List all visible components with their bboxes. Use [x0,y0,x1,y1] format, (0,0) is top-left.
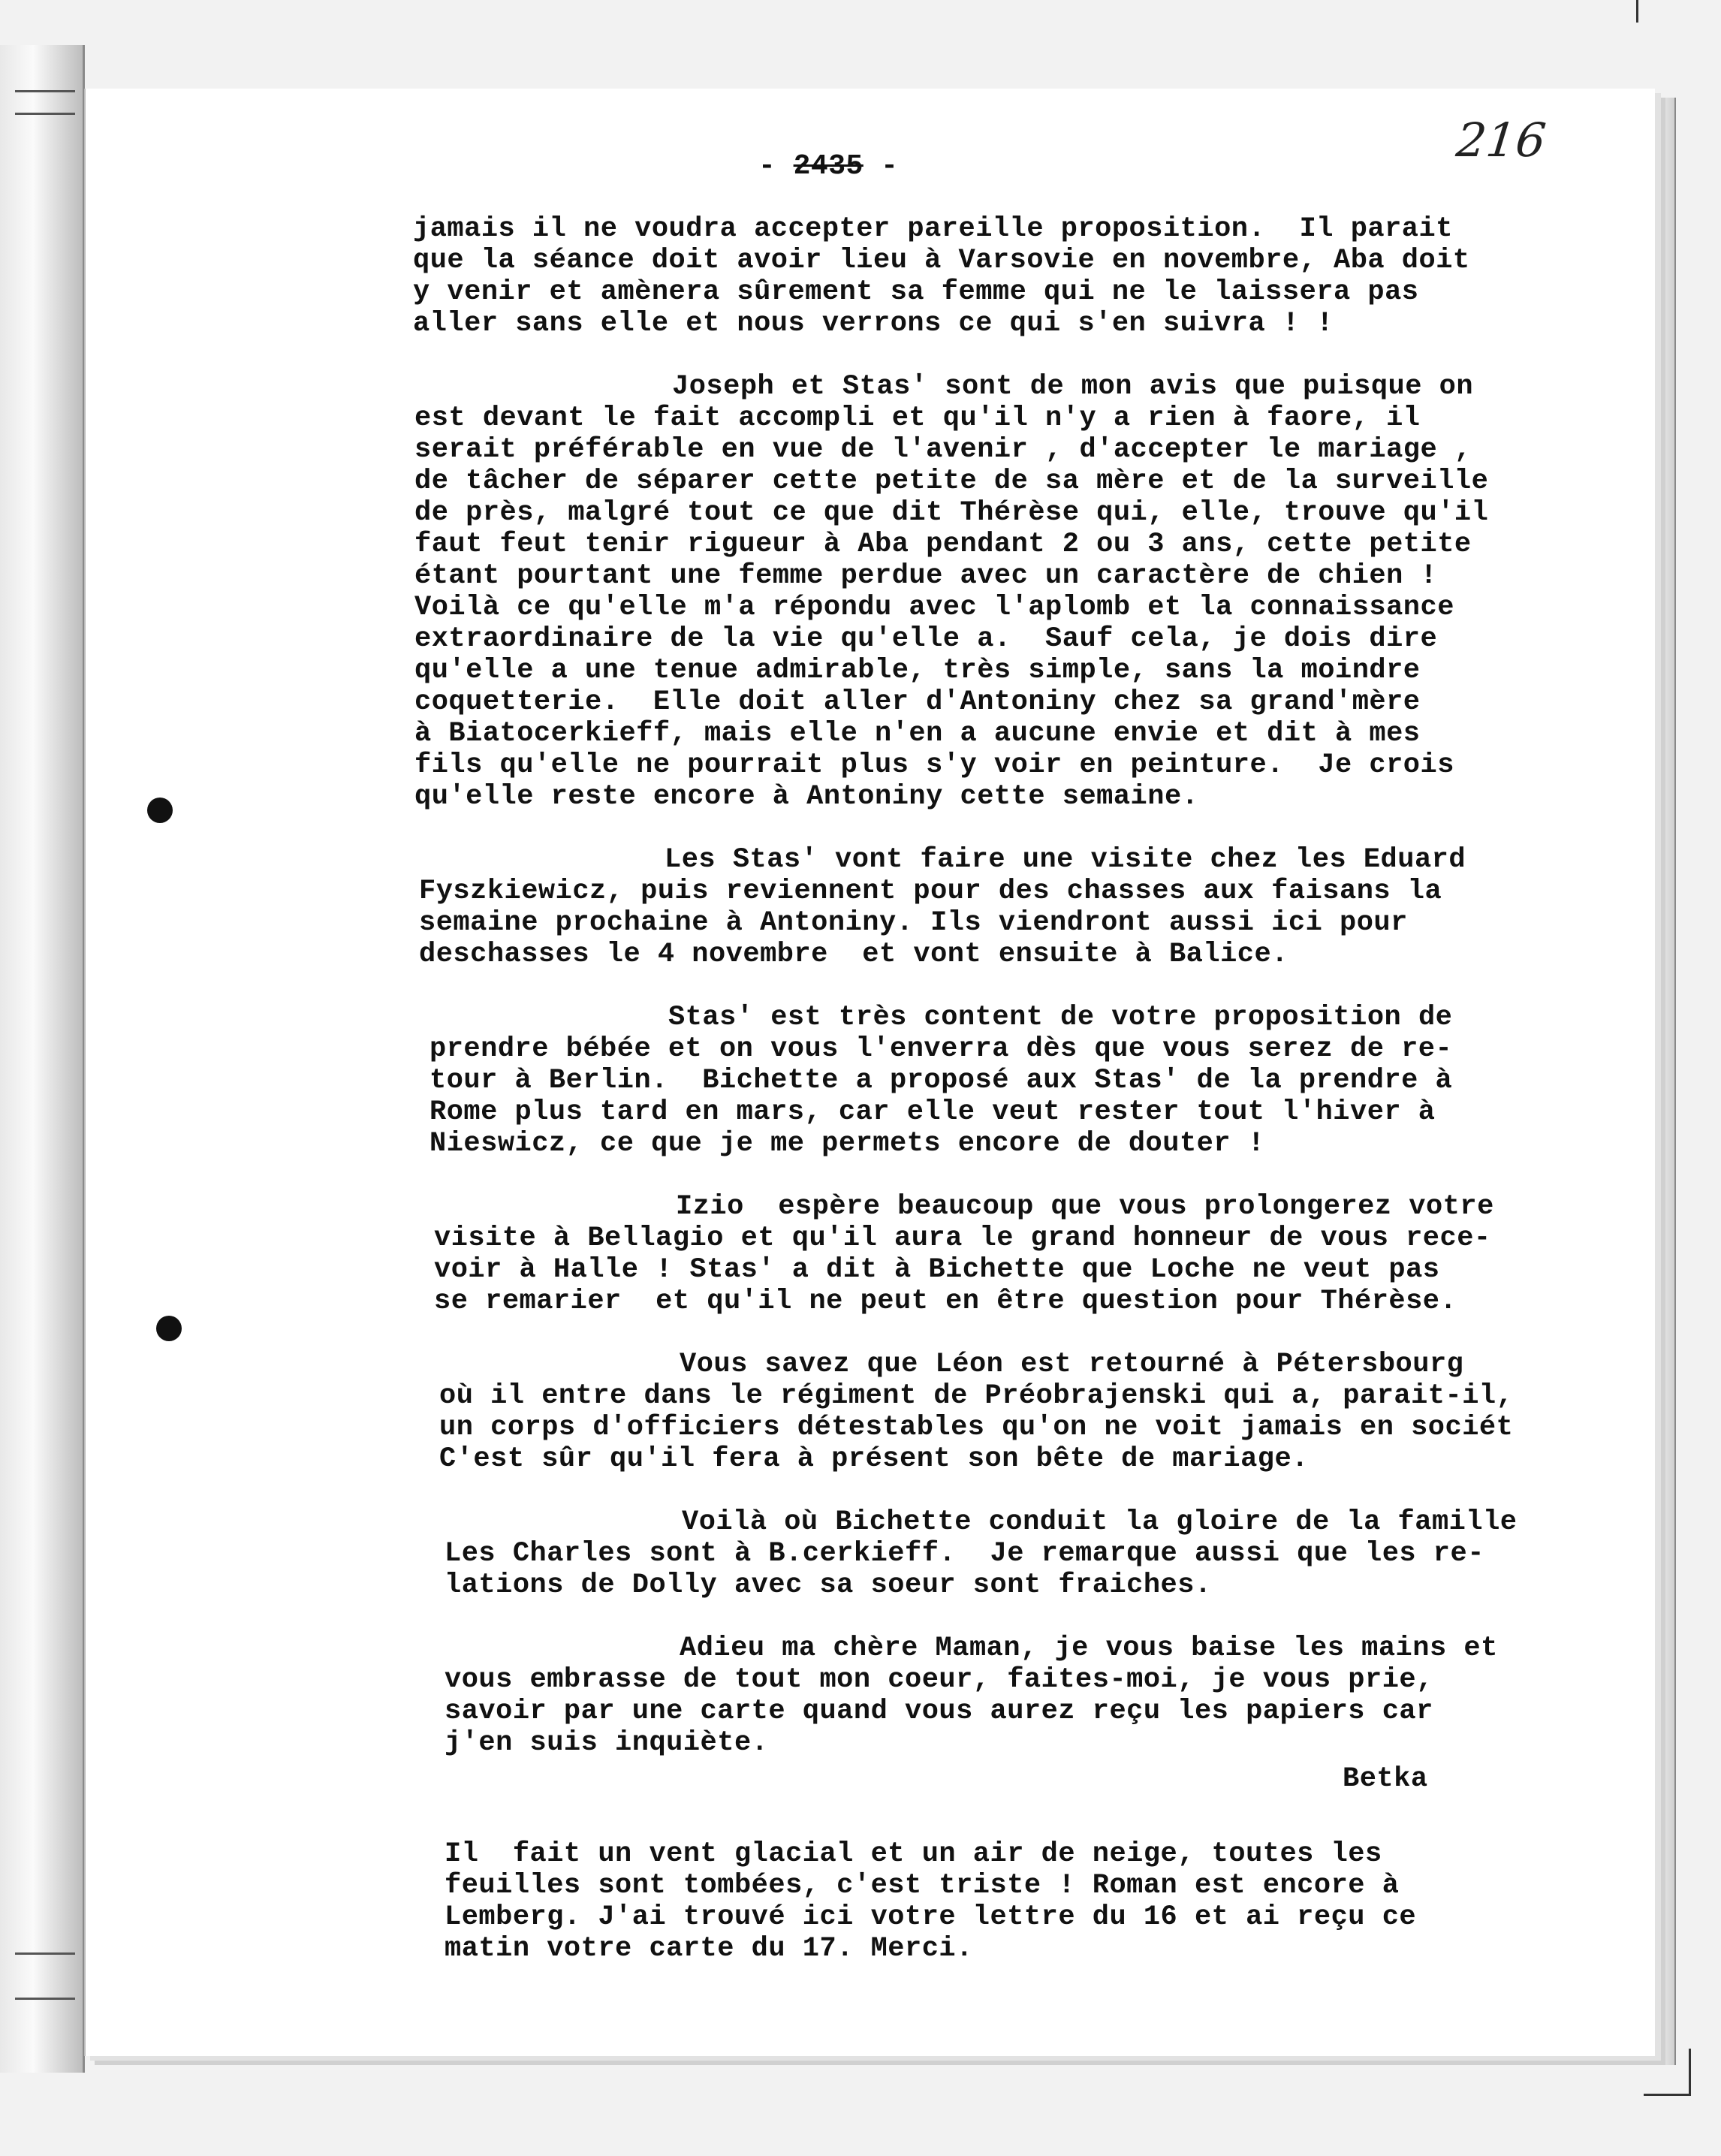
corner-mark [1644,2049,1691,2096]
body-line: tour à Berlin. Bichette a proposé aux Stas' de la prendre à [429,1065,1453,1096]
body-line: Fyszkiewicz, puis reviennent pour des chasses aux faisans la [419,876,1442,907]
body-line: jamais il ne voudra accepter pareille proposition. Il parait [413,213,1453,245]
body-line: prendre bébée et on vous l'enverra dès que vous serez de re- [429,1033,1453,1065]
page-number-suffix: - [863,150,899,182]
body-line: un corps d'officiers détestables qu'on ne voit jamais en sociét [439,1412,1514,1443]
folio-number: 216 [1454,113,1549,167]
adjacent-page-edge [0,45,85,2073]
body-line: Adieu ma chère Maman, je vous baise les mains et [680,1633,1498,1664]
body-line: aller sans elle et nous verrons ce qui s'en suivra ! ! [413,308,1334,339]
edge-rule [15,1998,75,2000]
body-line: C'est sûr qu'il fera à présent son bête de mariage. [439,1443,1309,1475]
body-line: coquetterie. Elle doit aller d'Antoniny chez sa grand'mère [414,686,1421,718]
page-stack-edge [1658,98,1676,2065]
body-line: est devant le fait accompli et qu'il n'y a rien à faore, il [414,403,1421,434]
body-line: Les Stas' vont faire une visite chez les Eduard [665,844,1466,876]
body-line: qu'elle a une tenue admirable, très simple, sans la moindre [414,655,1421,686]
body-line: Nieswicz, ce que je me permets encore de douter ! [429,1128,1265,1159]
body-line: visite à Bellagio et qu'il aura le grand honneur de vous rece- [434,1223,1491,1254]
body-line: voir à Halle ! Stas' a dit à Bichette que Loche ne veut pas [434,1254,1440,1286]
body-line: Rome plus tard en mars, car elle veut rester tout l'hiver à [429,1096,1436,1128]
punch-hole [147,798,173,823]
body-line: Il fait un vent glacial et un air de neige, toutes les [445,1838,1382,1870]
body-line: savoir par une carte quand vous aurez reçu les papiers car [445,1696,1433,1727]
body-line: Joseph et Stas' sont de mon avis que puisque on [672,371,1474,403]
body-line: deschasses le 4 novembre et vont ensuite à Balice. [419,939,1288,970]
body-line: fils qu'elle ne pourrait plus s'y voir en peinture. Je crois [414,749,1454,781]
body-line: serait préférable en vue de l'avenir , d'accepter le mariage , [414,434,1472,466]
edge-rule [15,90,75,92]
body-line: j'en suis inquiète. [445,1727,769,1759]
signature: Betka [1343,1763,1428,1795]
body-line: faut feut tenir rigueur à Aba pendant 2 ou 3 ans, cette petite [414,529,1472,560]
body-line: étant pourtant une femme perdue avec un caractère de chien ! [414,560,1438,592]
page-number-struck: 2435 [793,150,864,182]
body-line: Stas' est très content de votre proposition de [668,1002,1453,1033]
edge-mark [1636,0,1638,23]
body-line: se remarier et qu'il ne peut en être question pour Thérèse. [434,1286,1457,1317]
body-line: à Biatocerkieff, mais elle n'en a aucune envie et dit à mes [414,718,1421,749]
body-line: feuilles sont tombées, c'est triste ! Roman est encore à [445,1870,1400,1901]
body-line: que la séance doit avoir lieu à Varsovie en novembre, Aba doit [413,245,1470,276]
body-line: qu'elle reste encore à Antoniny cette semaine. [414,781,1199,813]
body-line: Les Charles sont à B.cerkieff. Je remarque aussi que les re- [445,1538,1484,1570]
body-line: extraordinaire de la vie qu'elle a. Sauf cela, je dois dire [414,623,1438,655]
punch-hole [156,1316,182,1341]
body-line: vous embrasse de tout mon coeur, faites-moi, je vous prie, [445,1664,1433,1696]
body-line: matin votre carte du 17. Merci. [445,1933,973,1965]
body-line: Voilà où Bichette conduit la gloire de la famille [682,1506,1518,1538]
body-line: Voilà ce qu'elle m'a répondu avec l'aplomb et la connaissance [414,592,1454,623]
body-line: semaine prochaine à Antoniny. Ils viendront aussi ici pour [419,907,1408,939]
body-line: y venir et amènera sûrement sa femme qui ne le laissera pas [413,276,1419,308]
body-line: Vous savez que Léon est retourné à Pétersbourg [680,1349,1464,1380]
body-line: de tâcher de séparer cette petite de sa mère et de la surveille [414,466,1489,497]
body-line: où il entre dans le régiment de Préobrajenski qui a, parait-il, [439,1380,1514,1412]
body-line: lations de Dolly avec sa soeur sont fraiches. [445,1570,1212,1601]
body-line: de près, malgré tout ce que dit Thérèse qui, elle, trouve qu'il [414,497,1489,529]
body-line: Lemberg. J'ai trouvé ici votre lettre du 16 et ai reçu ce [445,1901,1417,1933]
body-line: Izio espère beaucoup que vous prolongerez votre [676,1191,1494,1223]
page-number [758,150,898,182]
edge-rule [15,113,75,115]
edge-rule [15,1952,75,1955]
page-number-prefix: - [758,150,794,182]
